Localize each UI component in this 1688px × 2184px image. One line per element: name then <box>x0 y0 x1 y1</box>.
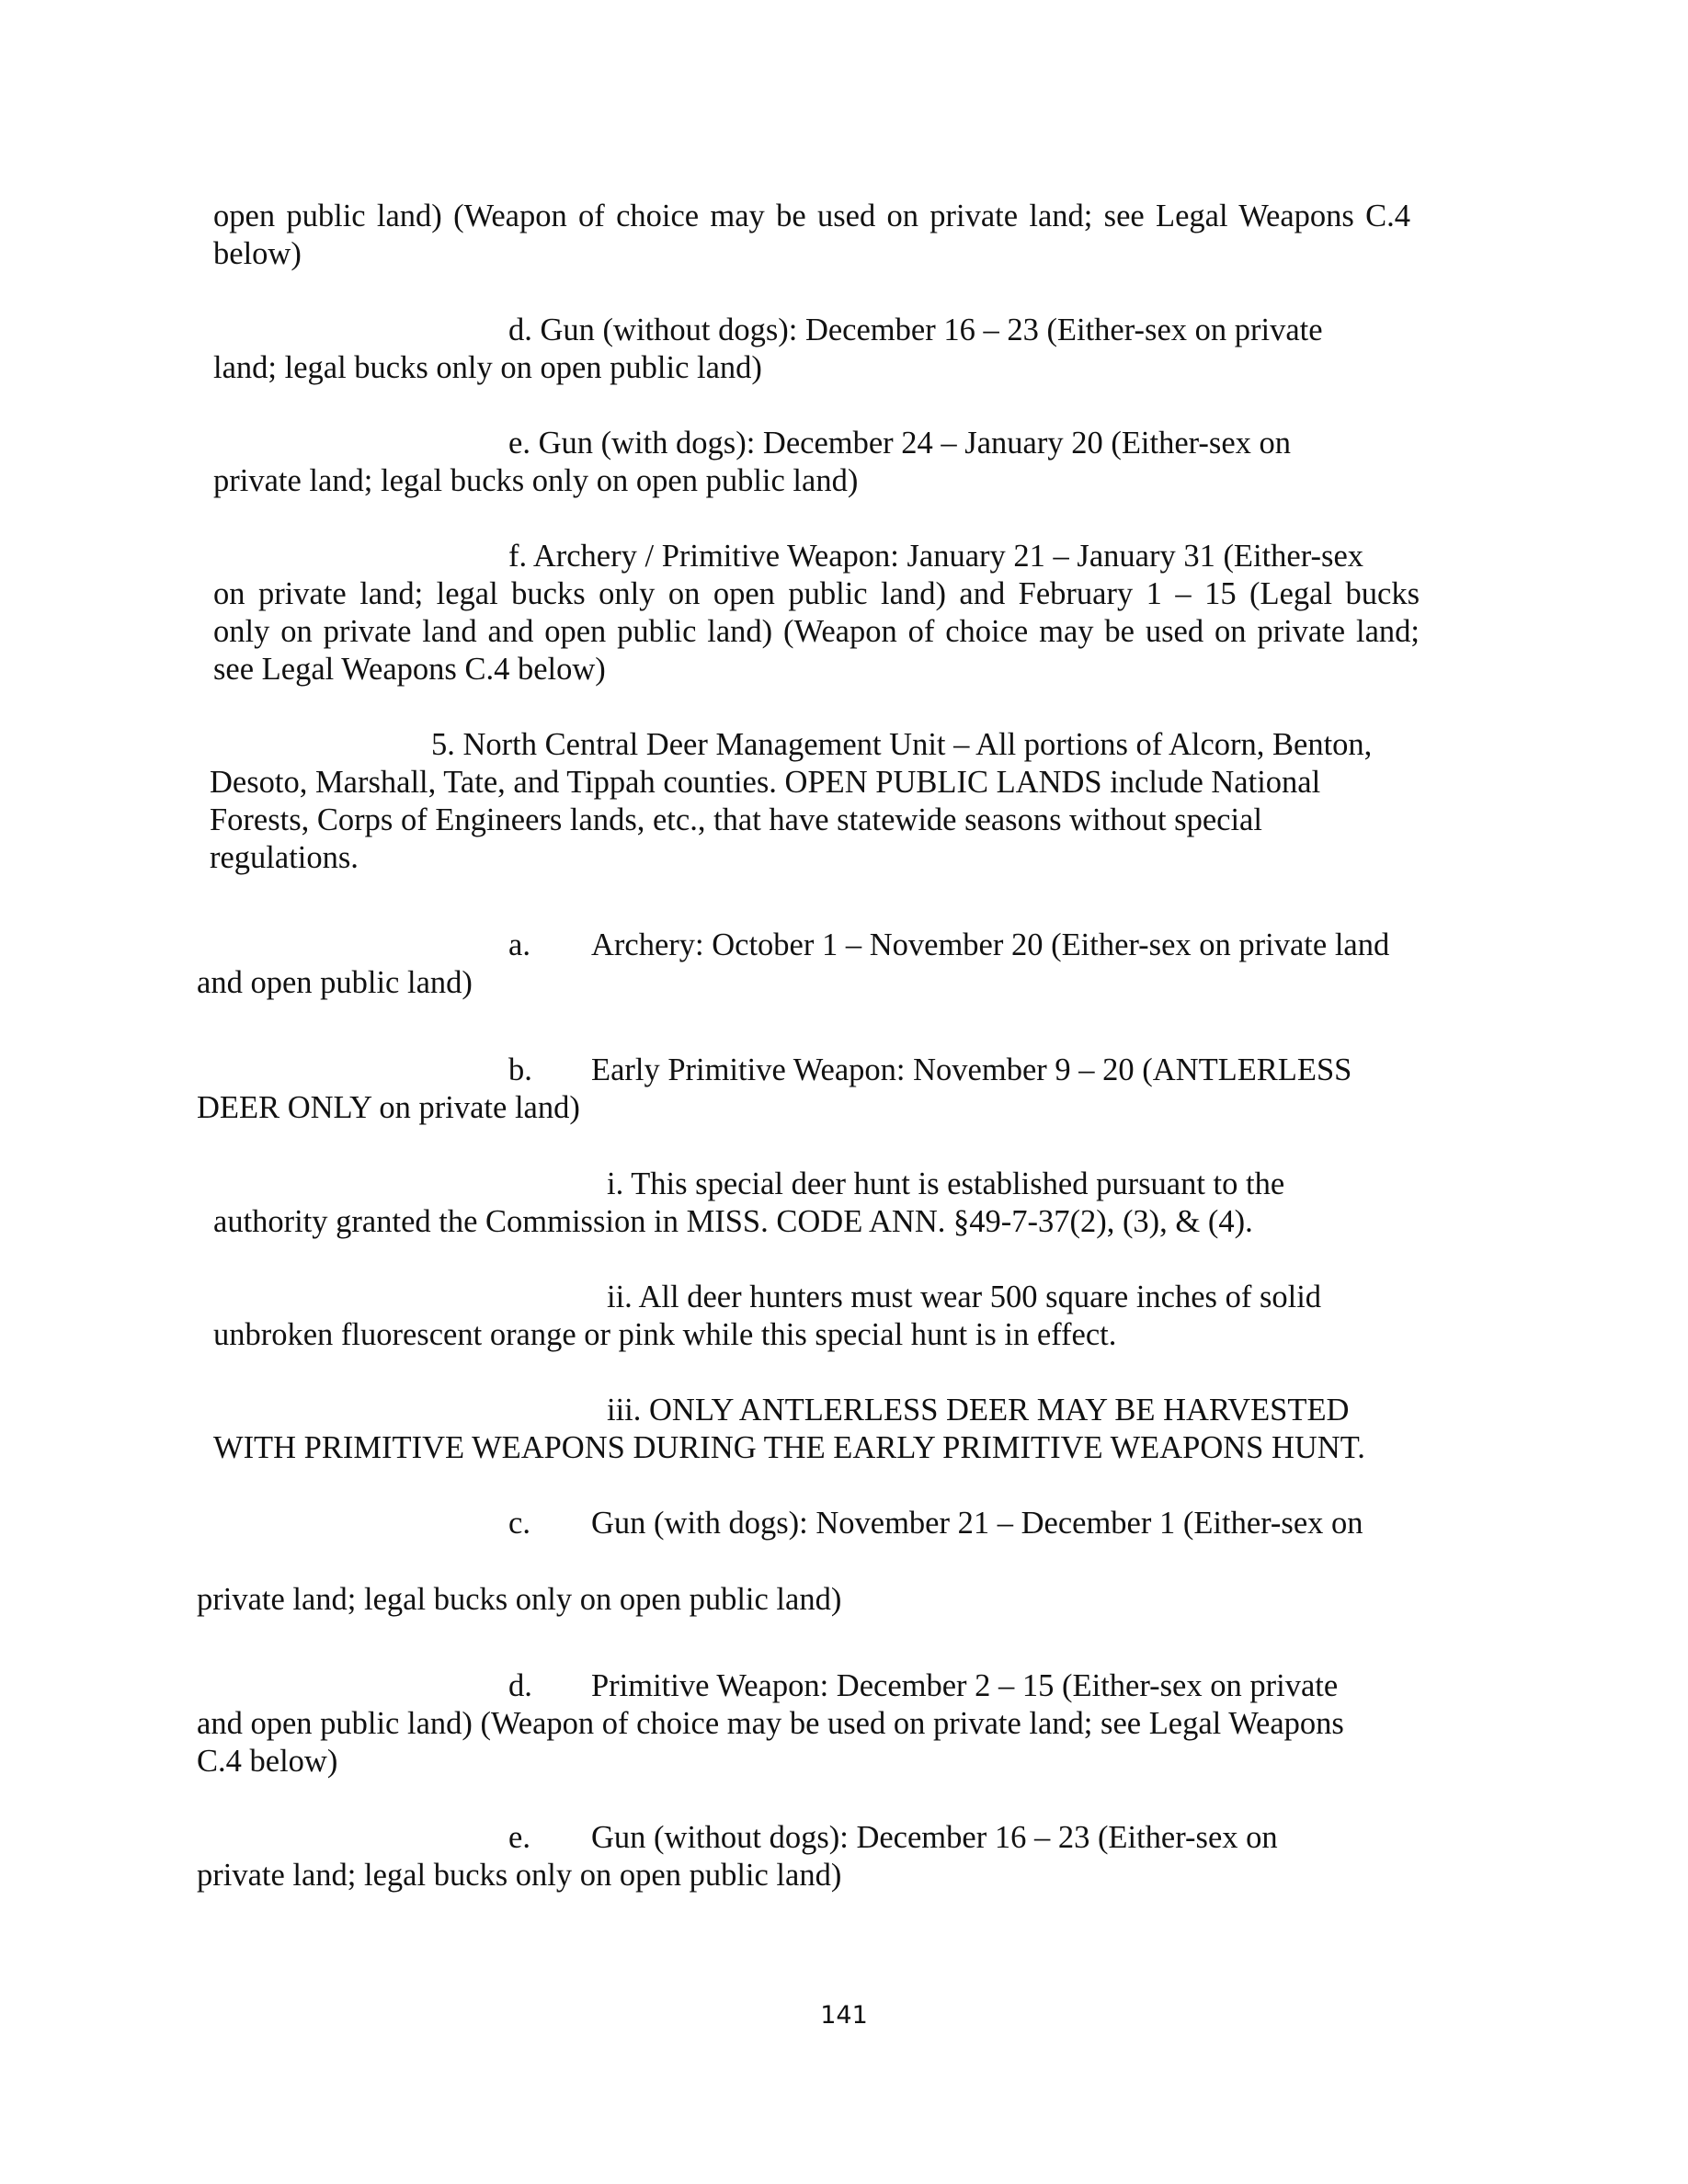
text-line: Gun (with dogs): November 21 – December 1 (Either-sex on <box>591 1506 1363 1541</box>
text-line: 5. North Central Deer Management Unit – All portions of Alcorn, Benton, <box>431 727 1373 762</box>
item-label: b. <box>508 1052 532 1087</box>
text-line: C.4 below) <box>197 1744 338 1779</box>
page-number: 141 <box>820 2001 868 2030</box>
text-line: i. This special deer hunt is established pursuant to the <box>607 1166 1285 1201</box>
text-line: see Legal Weapons C.4 below) <box>213 652 606 687</box>
item-label: a. <box>508 927 530 962</box>
text-line: Desoto, Marshall, Tate, and Tippah counties. OPEN PUBLIC LANDS include National <box>210 765 1321 800</box>
text-line: e. Gun (with dogs): December 24 – January 20 (Either-sex on <box>508 426 1292 461</box>
item-label: c. <box>508 1506 530 1541</box>
text-line: private land; legal bucks only on open public land) <box>197 1582 842 1617</box>
text-line: and open public land) (Weapon of choice may be used on private land; see Legal Weapons <box>197 1706 1344 1741</box>
text-line: private land; legal bucks only on open public land) <box>213 463 859 498</box>
text-line: Primitive Weapon: December 2 – 15 (Either-sex on private <box>591 1668 1339 1703</box>
text-line: open public land) (Weapon of choice may be used on private land; see Legal Weapons C.4 <box>213 199 1410 233</box>
text-line: land; legal bucks only on open public land) <box>213 350 762 385</box>
text-line: on private land; legal bucks only on open public land) and February 1 – 15 (Legal bucks <box>213 576 1420 611</box>
item-label: d. <box>508 1668 532 1703</box>
text-line: Early Primitive Weapon: November 9 – 20 (ANTLERLESS <box>591 1052 1352 1087</box>
text-line: regulations. <box>210 840 359 875</box>
text-line: Archery: October 1 – November 20 (Either-sex on private land <box>591 927 1390 962</box>
text-line: only on private land and open public land) (Weapon of choice may be used on private land; <box>213 614 1420 649</box>
text-line: Gun (without dogs): December 16 – 23 (Either-sex on <box>591 1820 1278 1855</box>
text-line: WITH PRIMITIVE WEAPONS DURING THE EARLY PRIMITIVE WEAPONS HUNT. <box>213 1430 1365 1465</box>
text-line: private land; legal bucks only on open public land) <box>197 1858 842 1893</box>
text-line: and open public land) <box>197 965 473 1000</box>
text-line: ii. All deer hunters must wear 500 square inches of solid <box>607 1280 1322 1314</box>
text-line: f. Archery / Primitive Weapon: January 21 – January 31 (Either-sex <box>508 539 1364 574</box>
text-line: Forests, Corps of Engineers lands, etc., that have statewide seasons without special <box>210 802 1262 837</box>
item-label: e. <box>508 1820 530 1855</box>
text-line: authority granted the Commission in MISS. CODE ANN. §49-7-37(2), (3), & (4). <box>213 1204 1253 1239</box>
text-line: iii. ONLY ANTLERLESS DEER MAY BE HARVESTED <box>607 1393 1350 1428</box>
text-line: DEER ONLY on private land) <box>197 1090 580 1125</box>
text-line: d. Gun (without dogs): December 16 – 23 (Either-sex on private <box>508 313 1323 347</box>
text-line: below) <box>213 236 302 271</box>
text-line: unbroken fluorescent orange or pink while this special hunt is in effect. <box>213 1317 1117 1352</box>
